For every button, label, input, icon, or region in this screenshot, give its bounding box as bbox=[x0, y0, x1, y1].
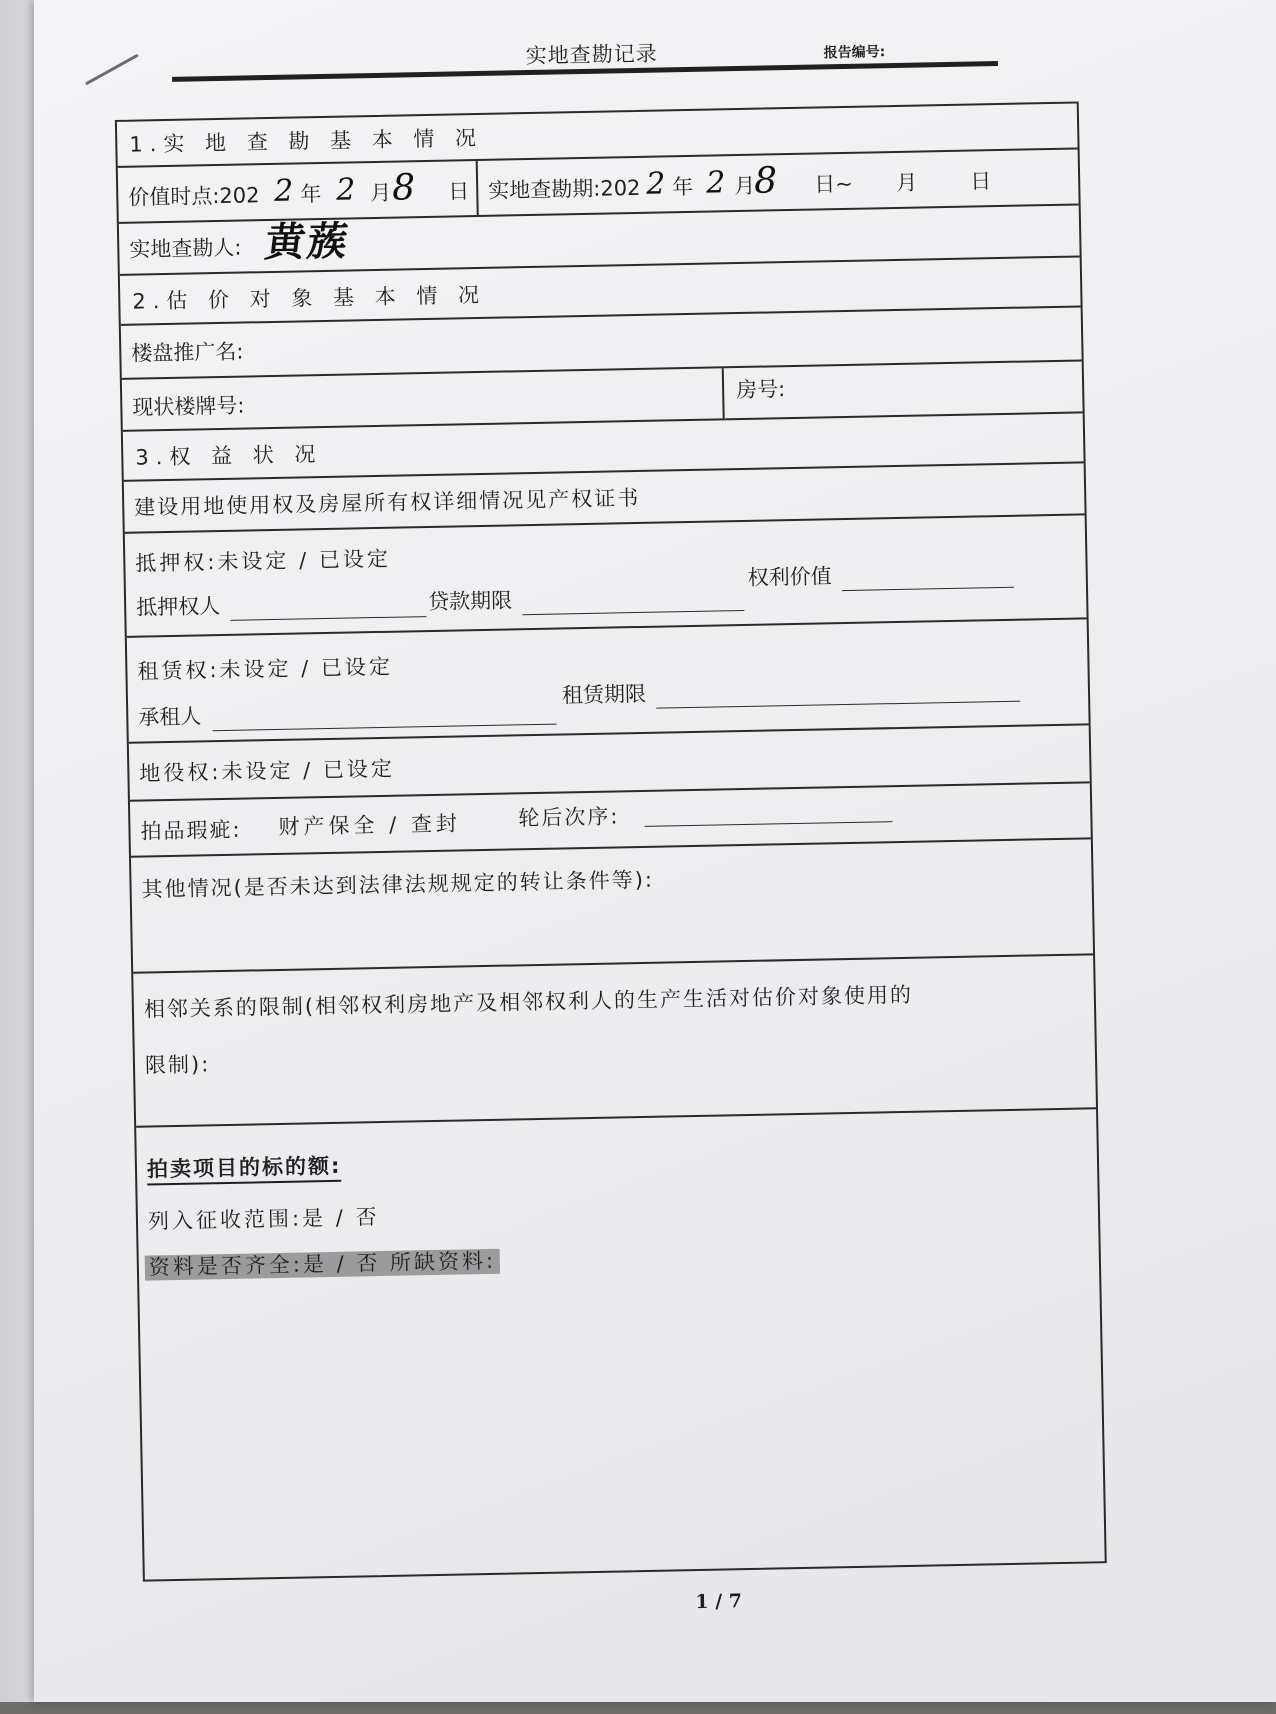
neighbor-row bbox=[133, 955, 1096, 1127]
page-number: 1 / 7 bbox=[695, 1590, 743, 1614]
land-rights-text: 建设用地使用权及房屋所有权详细情况见产权证书 bbox=[134, 485, 641, 520]
surveyor-label: 实地查勘人: bbox=[129, 235, 242, 262]
lease-term-blank[interactable] bbox=[656, 701, 1020, 709]
document-title: 实地查勘记录 bbox=[525, 41, 658, 69]
loan-term-blank[interactable] bbox=[522, 610, 744, 615]
survey-form bbox=[115, 101, 1107, 1581]
auction-area bbox=[136, 1109, 1105, 1579]
dates-divider bbox=[476, 161, 479, 215]
mortgagee-label: 抵押权人 bbox=[135, 594, 221, 620]
loan-term-label: 贷款期限 bbox=[427, 588, 513, 615]
room-no-label: 房号: bbox=[735, 377, 786, 403]
value-date-day-unit: 日 bbox=[448, 179, 470, 204]
auction-title: 拍卖项目的标的额: bbox=[147, 1156, 342, 1186]
mortgage-line: 抵押权:未设定 / 已设定 bbox=[135, 546, 392, 576]
survey-year-unit: 年 bbox=[672, 174, 694, 200]
value-date-month-unit: 月 bbox=[370, 180, 392, 206]
value-date-label: 价值时点:202 bbox=[128, 183, 260, 210]
value-date-day-hw: 8 bbox=[391, 167, 416, 209]
survey-month-hw: 2 bbox=[705, 165, 726, 201]
survey-end-month: 月 bbox=[895, 170, 918, 195]
lessee-label: 承租人 bbox=[138, 704, 202, 730]
round-order-blank[interactable] bbox=[644, 821, 892, 827]
survey-end-day: 日 bbox=[969, 169, 992, 194]
section1-title: 1.实 地 查 勘 基 本 情 况 bbox=[129, 125, 484, 157]
building-no-label: 现状楼牌号: bbox=[132, 393, 245, 420]
survey-year-hw: 2 bbox=[645, 166, 666, 202]
value-date-month-hw: 2 bbox=[335, 172, 356, 208]
easement-line: 地役权:未设定 / 已设定 bbox=[139, 756, 396, 786]
mortgagee-blank[interactable] bbox=[230, 616, 426, 621]
neighbor-line1: 相邻关系的限制(相邻权利房地产及相邻权利人的生产生活对估价对象使用的 bbox=[143, 982, 914, 1022]
report-number-label: 报告编号: bbox=[823, 44, 886, 62]
defect-options: 财产保全 / 查封 bbox=[278, 811, 462, 839]
survey-month-unit: 月 bbox=[734, 173, 756, 199]
survey-date-label: 实地查勘期:202 bbox=[488, 175, 641, 203]
surveyor-signature: 黄蔟 bbox=[262, 217, 353, 267]
pencil-mark bbox=[85, 54, 139, 86]
defect-label: 拍品瑕疵: bbox=[140, 817, 242, 844]
lease-line: 租赁权:未设定 / 已设定 bbox=[137, 654, 394, 684]
right-value-label: 权利价值 bbox=[747, 564, 832, 590]
right-value-blank[interactable] bbox=[842, 587, 1014, 591]
building-divider bbox=[722, 368, 725, 418]
round-order-label: 轮后次序: bbox=[518, 804, 620, 831]
value-date-year-hw: 2 bbox=[273, 173, 294, 209]
mortgage-row bbox=[125, 515, 1087, 637]
lease-term-label: 租赁期限 bbox=[561, 681, 647, 708]
value-date-year-unit: 年 bbox=[300, 182, 322, 207]
other-row bbox=[131, 839, 1093, 973]
project-name-label: 楼盘推广名: bbox=[131, 339, 244, 366]
lease-row bbox=[127, 619, 1089, 743]
survey-day-hw: 8 bbox=[753, 160, 778, 202]
lessee-blank[interactable] bbox=[213, 724, 557, 732]
section2-title: 2.估 价 对 象 基 本 情 况 bbox=[132, 282, 487, 314]
docs-line: 资料是否齐全:是 / 否 所缺资料: bbox=[145, 1249, 501, 1281]
other-label: 其他情况(是否未达到法律法规规定的转让条件等): bbox=[141, 867, 655, 902]
neighbor-line2: 限制): bbox=[144, 1052, 211, 1078]
expropriation-line: 列入征收范围:是 / 否 bbox=[147, 1205, 380, 1234]
section3-title: 3.权 益 状 况 bbox=[135, 442, 323, 470]
survey-day-to: 日~ bbox=[813, 171, 854, 197]
